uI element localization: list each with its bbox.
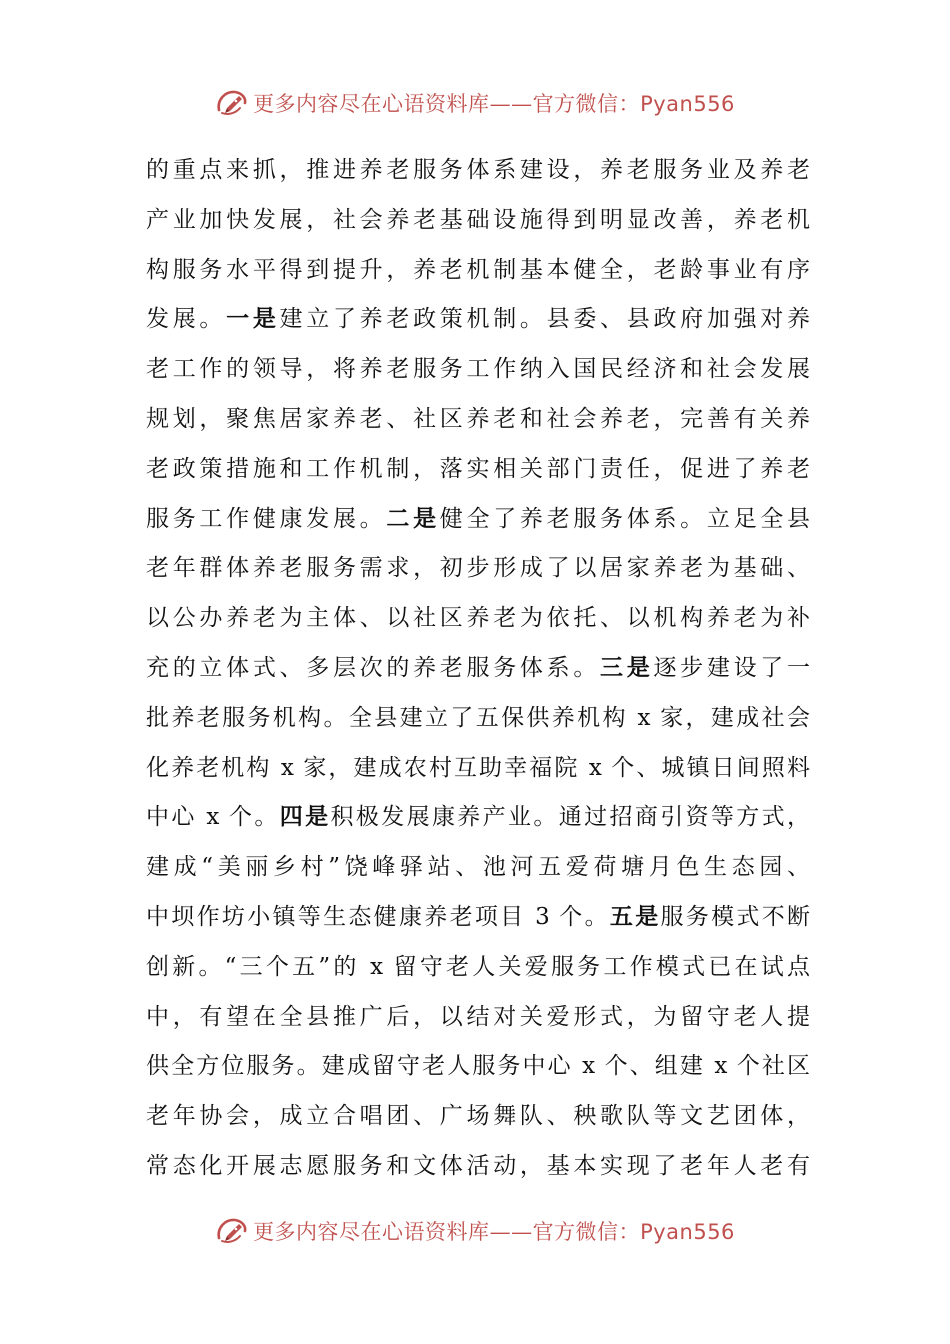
text-line [146,295,810,345]
watermark-wechat-id: Pyan556 [640,1220,735,1244]
text-line [146,146,810,196]
text-segment: 逐步建设了一 [653,654,810,681]
bold-lead-phrase: 五是 [609,903,661,930]
text-segment: 中坝作坊小镇等生态健康养老项目 3 个。 [146,903,610,930]
text-line [146,544,810,594]
watermark-text [253,88,735,118]
text-line [146,345,810,395]
text-segment: 规划，聚焦居家养老、社区养老和社会养老，完善有关养 [146,405,810,432]
text-segment: 服务工作健康发展。 [146,505,387,532]
text-line [146,843,810,893]
text-line [146,594,810,644]
text-line [146,744,810,794]
text-line [146,395,810,445]
text-segment: 批养老服务机构。全县建立了五保供养机构 x 家，建成社会 [146,704,810,731]
text-segment: 的重点来抓，推进养老服务体系建设，养老服务业及养老 [146,157,810,183]
text-segment: 常态化开展志愿服务和文体活动，基本实现了老年人老有 [146,1152,810,1179]
text-segment: 发展。 [146,306,227,333]
text-segment: 建成“美丽乡村”饶峰驿站、池河五爱荷塘月色生态园、 [146,854,810,881]
text-line [146,694,810,744]
text-line [146,1142,810,1192]
text-line [146,1042,810,1092]
bold-lead-phrase: 二是 [386,505,440,532]
text-line [146,1092,810,1142]
text-line [146,644,810,694]
bold-lead-phrase: 三是 [600,654,654,681]
watermark-dash: —— [489,1220,533,1244]
pen-nib-swirl-logo-icon [215,86,249,120]
watermark-dash: —— [489,92,533,116]
bold-lead-phrase: 一是 [226,306,280,333]
text-segment: 老工作的领导，将养老服务工作纳入国民经济和社会发展 [146,356,810,383]
text-segment: 创新。“三个五”的 x 留守老人关爱服务工作模式已在试点 [146,953,810,980]
document-body [146,146,810,1192]
text-segment: 以公办养老为主体、以社区养老为依托、以机构养老为补 [146,605,810,632]
text-segment: 中心 x 个。 [146,804,280,831]
text-segment: 充的立体式、多层次的养老服务体系。 [146,654,601,681]
text-line [146,246,810,296]
bold-lead-phrase: 四是 [279,804,331,831]
watermark-site-text: 更多内容尽在心语资料库 [253,1220,490,1244]
text-line [146,943,810,993]
text-line [146,893,810,943]
text-segment: 供全方位服务。建成留守老人服务中心 x 个、组建 x 个社区 [146,1053,810,1080]
text-segment: 健全了养老服务体系。立足全县 [439,505,810,532]
text-line [146,445,810,495]
text-segment: 产业加快发展，社会养老基础设施得到明显改善，养老机 [146,206,810,233]
text-segment: 中，有望在全县推广后，以结对关爱形式，为留守老人提 [146,1003,810,1030]
text-line [146,993,810,1043]
watermark-text [253,1216,735,1246]
header-watermark [0,83,950,123]
text-segment: 老政策措施和工作机制，落实相关部门责任，促进了养老 [146,455,810,482]
footer-watermark [0,1211,950,1251]
text-segment: 老年群体养老服务需求，初步形成了以居家养老为基础、 [146,555,810,582]
text-line [146,196,810,246]
watermark-site-text: 更多内容尽在心语资料库 [253,92,490,116]
text-line [146,793,810,843]
text-segment: 化养老机构 x 家，建成农村互助幸福院 x 个、城镇日间照料 [146,754,810,781]
watermark-wechat-label: 官方微信： [532,1220,641,1244]
text-segment: 老年协会，成立合唱团、广场舞队、秧歌队等文艺团体， [146,1103,810,1130]
text-segment: 服务模式不断 [660,903,810,930]
text-segment: 积极发展康养产业。通过招商引资等方式， [330,804,810,831]
pen-nib-swirl-logo-icon [215,1214,249,1248]
text-segment: 构服务水平得到提升，养老机制基本健全，老龄事业有序 [146,256,810,283]
watermark-wechat-label: 官方微信： [532,92,641,116]
watermark-wechat-id: Pyan556 [640,92,735,116]
text-segment: 建立了养老政策机制。县委、县政府加强对养 [279,306,810,333]
text-line [146,495,810,545]
